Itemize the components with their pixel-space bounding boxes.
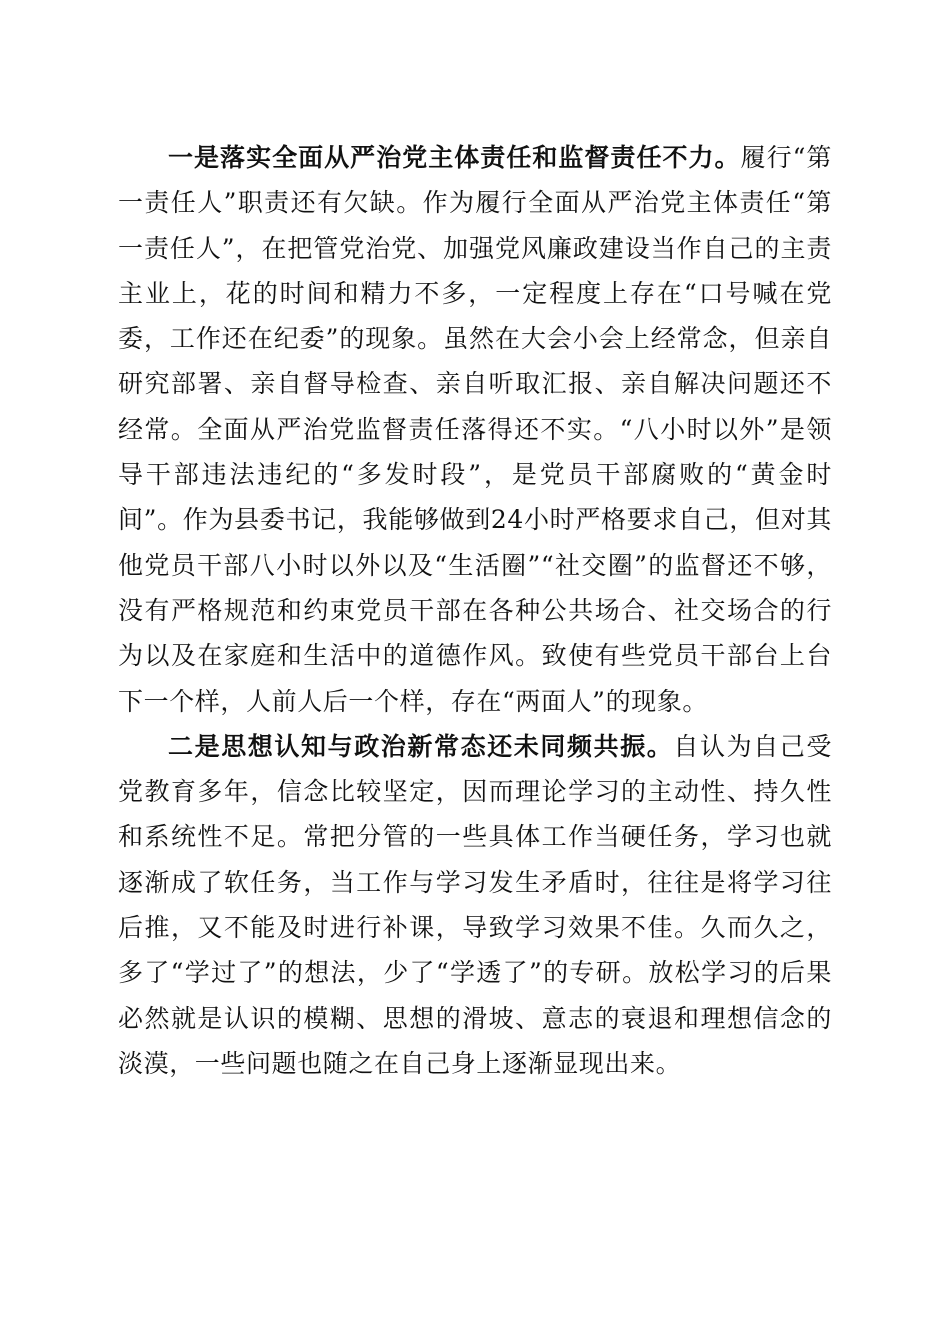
document-body [118,135,832,1086]
paragraph-1-body: 履行“第一责任人”职责还有欠缺。作为履行全面从严治党主体责任“第一责任人”，在把管党治党、加强党风廉政建设当作自己的主责主业上，花的时间和精力不多，一定程度上存在“口号喊在党委，工作还在纪委”的现象。虽然在大会小会上经常念，但亲自研究部署、亲自督导检查、亲自听取汇报、亲自解决问题还不经常。全面从严治党监督责任落得还不实。“八小时以外”是领导干部违法违纪的“多发时段”，是党员干部腐败的“黄金时间”。作为县委书记，我能够做到24小时严格要求自己，但对其他党员干部八小时以外以及“生活圈”“社交圈”的监督还不够，没有严格规范和约束党员干部在各种公共场合、社交场合的行为以及在家庭和生活中的道德作风。致使有些党员干部台上台下一个样，人前人后一个样，存在“两面人”的现象。 [118,143,833,716]
paragraph-2-lead: 二是思想认知与政治新常态还未同频共振。 [168,731,674,761]
paragraph-2 [118,724,832,1086]
paragraph-1 [118,135,832,724]
paragraph-1-lead: 一是落实全面从严治党主体责任和监督责任不力。 [168,143,741,172]
paragraph-2-body: 自认为自己受党教育多年，信念比较坚定，因而理论学习的主动性、持久性和系统性不足。常把分管的一些具体工作当硬任务，学习也就逐渐成了软任务，当工作与学习发生矛盾时，往往是将学习往后推，又不能及时进行补课，导致学习效果不佳。久而久之，多了“学过了”的想法，少了“学透了”的专研。放松学习的后果必然就是认识的模糊、思想的滑坡、意志的衰退和理想信念的淡漠，一些问题也随之在自己身上逐渐显现出来。 [118,731,832,1078]
